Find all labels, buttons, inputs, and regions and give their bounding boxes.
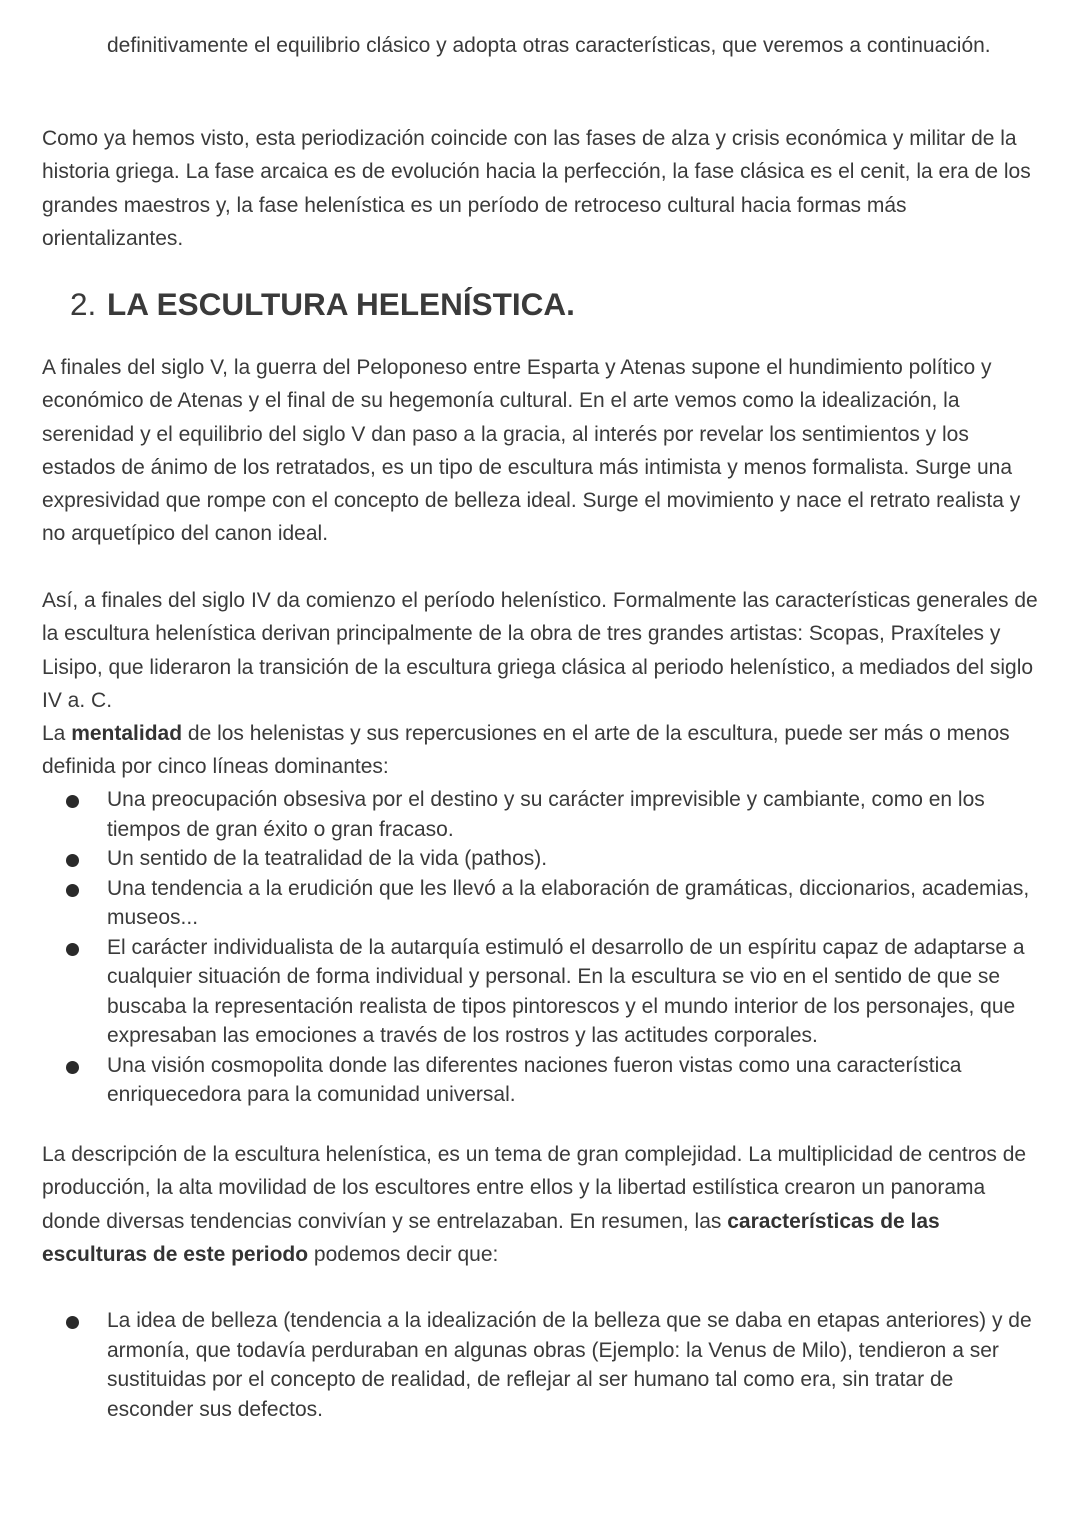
list-item bbox=[0, 1306, 1045, 1424]
list-item bbox=[0, 785, 1045, 844]
list-item-text: Un sentido de la teatralidad de la vida (pathos). bbox=[107, 847, 548, 870]
description-bold: características de las esculturas de este periodo bbox=[42, 1209, 940, 1266]
bullet-icon bbox=[66, 1061, 79, 1074]
section-title: LA ESCULTURA HELENÍSTICA. bbox=[107, 286, 575, 322]
description-text-after: podemos decir que: bbox=[308, 1242, 499, 1266]
list-item-text: Una tendencia a la erudición que les llevó a la elaboración de gramáticas, diccionarios, academias, museos... bbox=[107, 876, 1030, 929]
list-item bbox=[0, 933, 1045, 1051]
bullet-icon bbox=[66, 943, 79, 956]
description-text-before: La descripción de la escultura helenística, es un tema de gran complejidad. La multiplicidad de centros de producción, la alta movilidad de los escultores entre ellos y la libertad estilística crearon un panorama donde diversas tendencias convivían y se entrelazaban. En resumen, las bbox=[42, 1143, 1027, 1233]
list-item bbox=[0, 1051, 1045, 1110]
bullet-icon bbox=[66, 884, 79, 897]
mentality-list bbox=[0, 785, 1045, 1110]
list-item-text: Una visión cosmopolita donde las diferentes naciones fueron vistas como una característica enriquecedora para la comunidad universal. bbox=[107, 1053, 962, 1106]
paragraph-peloponnese-war: A finales del siglo V, la guerra del Peloponeso entre Esparta y Atenas supone el hundimiento político y económico de Atenas y el final de su hegemonía cultural. En el arte vemos como la idealización, la serenidad y el equilibrio del siglo V dan paso a la gracia, al interés por revelar los sentimientos y los estados de ánimo de los retratados, es un tipo de escultura más intimista y menos formalista. Surge una expresividad que rompe con el concepto de belleza ideal. Surge el movimiento y nace el retrato realista y no arquetípico del canon ideal. bbox=[42, 356, 1021, 546]
bullet-icon bbox=[66, 1316, 79, 1329]
paragraph-hellenistic-period: Así, a finales del siglo IV da comienzo el período helenístico. Formalmente las características generales de la escultura helenística derivan principalmente de la obra de tres grandes artistas: Scopas, Praxíteles y Lisipo, que lideraron la transición de la escultura griega clásica al periodo helenístico, a mediados del siglo IV a. C. bbox=[42, 589, 1038, 712]
mentality-bold: mentalidad bbox=[71, 722, 183, 745]
paragraph-mentality bbox=[42, 717, 1042, 784]
mentality-text-after: de los helenistas y sus repercusiones en el arte de la escultura, puede ser más o menos definida por cinco líneas dominantes: bbox=[42, 722, 1010, 779]
list-item-text: La idea de belleza (tendencia a la idealización de la belleza que se daba en etapas anteriores) y de armonía, que todavía perduraban en algunas obras (Ejemplo: la Venus de Milo), tendieron a ser sustituidas por el concepto de realidad, de reflejar al ser humano tal como era, sin tratar de esconder sus defectos. bbox=[107, 1309, 1032, 1421]
paragraph-periodization: Como ya hemos visto, esta periodización coincide con las fases de alza y crisis económica y militar de la historia griega. La fase arcaica es de evolución hacia la perfección, la fase clásica es el cenit, la era de los grandes maestros y, la fase helenística es un período de retroceso cultural hacia formas más orientalizantes. bbox=[42, 127, 1031, 250]
mentality-text-before: La bbox=[42, 722, 72, 745]
characteristics-list bbox=[0, 1306, 1045, 1424]
list-item bbox=[0, 844, 1045, 874]
list-item bbox=[0, 874, 1045, 933]
list-item-text: El carácter individualista de la autarquía estimuló el desarrollo de un espíritu capaz de adaptarse a cualquier situación de forma individual y personal. En la escultura se vio en el sentido de que se buscaba la representación realista de tipos pintorescos y el mundo interior de los personajes, que expresaban las emociones a través de los rostros y las actitudes corporales. bbox=[107, 935, 1025, 1047]
section-number: 2. bbox=[70, 286, 97, 322]
bullet-icon bbox=[66, 854, 79, 867]
section-heading bbox=[70, 286, 575, 322]
paragraph-description bbox=[42, 1138, 1042, 1271]
bullet-icon bbox=[66, 795, 79, 808]
continuation-text: definitivamente el equilibrio clásico y adopta otras características, que veremos a continuación. bbox=[107, 34, 991, 57]
list-item-text: Una preocupación obsesiva por el destino y su carácter imprevisible y cambiante, como en los tiempos de gran éxito o gran fracaso. bbox=[107, 788, 985, 841]
